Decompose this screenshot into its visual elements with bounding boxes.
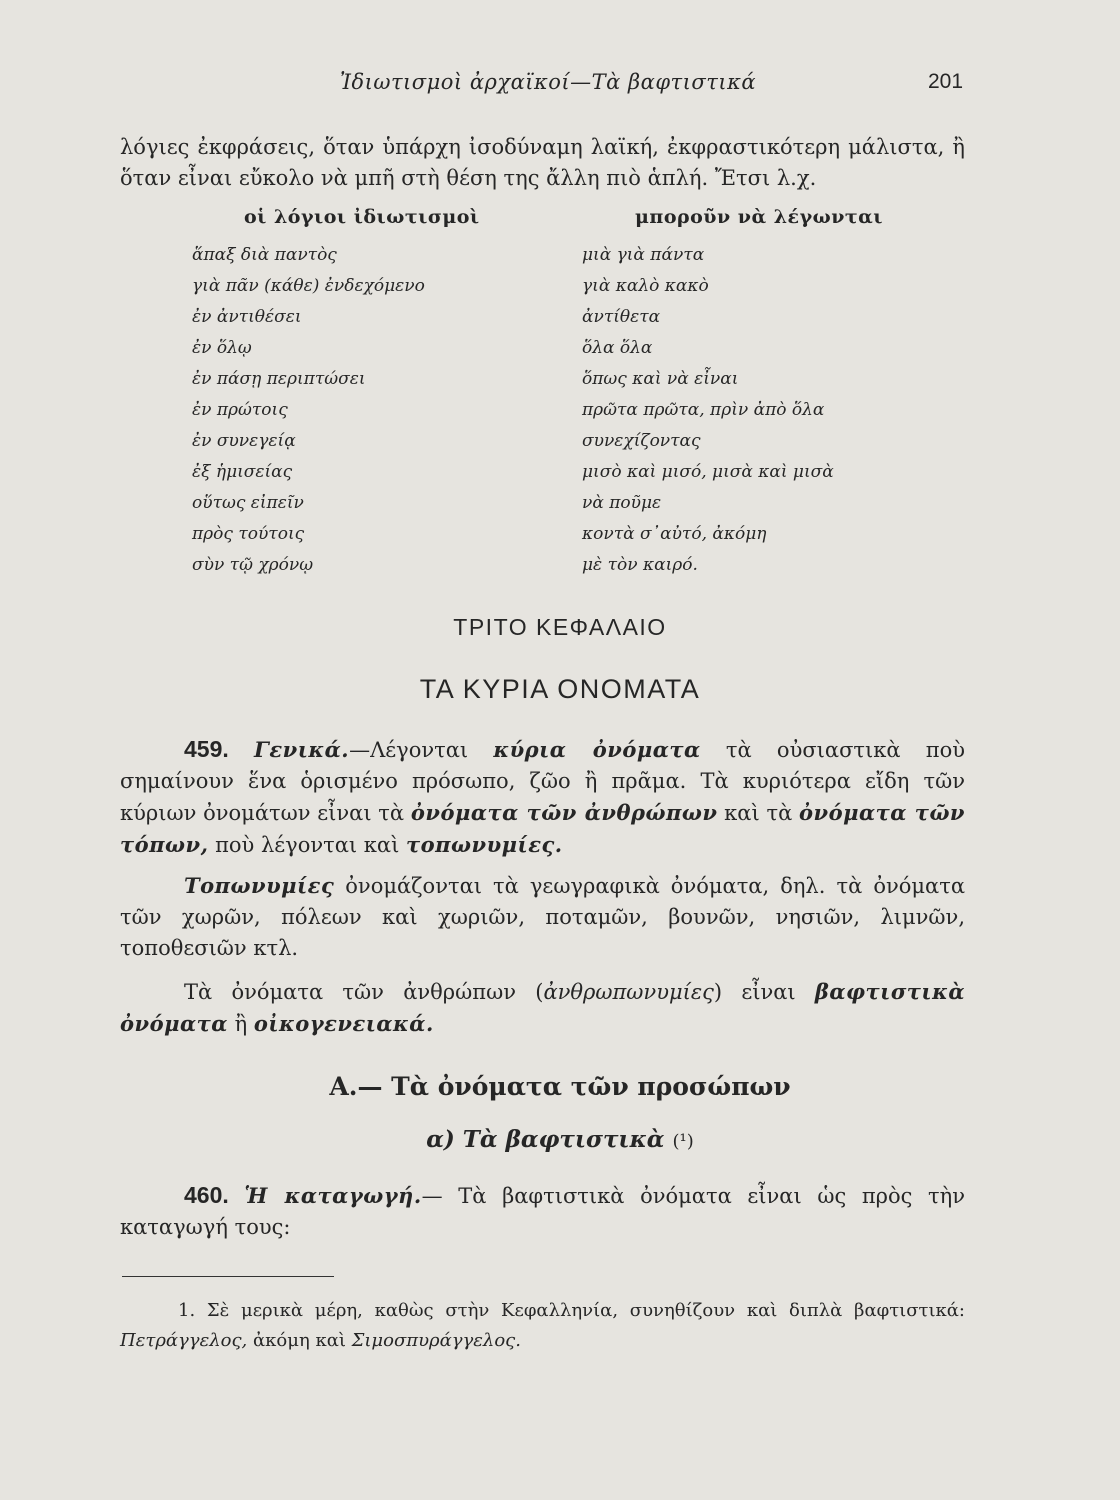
left-column-header: οἱ λόγιοι ἰδιωτισμοὶ xyxy=(244,206,480,228)
paragraph-heading: Γενικά. xyxy=(253,737,350,762)
italic-term: Σιμοσπυράγγελος. xyxy=(351,1330,521,1351)
chapter-label: ΤΡΙΤΟ ΚΕΦΑΛΑΙΟ xyxy=(453,614,667,640)
list-item: νὰ ποῦμε xyxy=(582,493,662,513)
text-run: Τὰ βαφτιστικὰ ὀνόματα εἶναι ὡς πρὸς τὴν καταγωγή τους: xyxy=(120,1184,965,1239)
list-item: ὅλα ὅλα xyxy=(582,338,653,358)
list-item: πρὸς τούτοις xyxy=(192,524,305,544)
text-run: ἢ xyxy=(227,1012,254,1036)
emphasis-term: βαφτιστικὰ ὀνόματα xyxy=(120,979,965,1036)
subsection-title xyxy=(0,1126,1120,1153)
paragraph-number: 459. xyxy=(184,736,229,762)
list-item: πρῶτα πρῶτα, πρὶν ἀπὸ ὅλα xyxy=(582,400,825,420)
toponyms-paragraph xyxy=(120,870,965,964)
list-item: οὕτως εἰπεῖν xyxy=(192,493,304,513)
text-run: ὀνομάζονται τὰ γεωγραφικὰ ὀνόματα, δηλ. τὰ ὀνόματα τῶν χωρῶν, πόλεων καὶ χωριῶν, ποταμῶν, βουνῶν, νησιῶν, λιμνῶν, τοποθεσιῶν κτλ. xyxy=(120,874,965,960)
list-item: μὲ τὸν καιρό. xyxy=(582,555,698,575)
list-item: ἀντίθετα xyxy=(582,307,661,327)
list-item: σὺν τῷ χρόνῳ xyxy=(192,555,314,575)
paragraph-number: 460. xyxy=(184,1182,229,1208)
names-paragraph xyxy=(120,976,965,1040)
list-item: ἐν πρώτοις xyxy=(192,400,288,420)
list-item: μιὰ γιὰ πάντα xyxy=(582,245,705,265)
subsection-text: α) Τὰ βαφτιστικὰ xyxy=(426,1126,665,1153)
text-run: καὶ τὰ xyxy=(717,801,800,825)
italic-term: Πετράγγελος, xyxy=(120,1330,248,1351)
emphasis-term: οἰκογενειακά. xyxy=(253,1011,434,1036)
list-item: κοντὰ σ᾽αὐτό, ἀκόμη xyxy=(582,524,767,544)
text-run: Τὰ ὀνόματα τῶν ἀνθρώπων ( xyxy=(184,980,544,1004)
emphasis-term: ὀνόματα τῶν ἀνθρώπων xyxy=(410,800,718,825)
paragraph-460 xyxy=(120,1180,965,1243)
right-column-header: μποροῦν νὰ λέγωνται xyxy=(635,206,883,228)
dash: — xyxy=(349,738,371,762)
footnote-divider xyxy=(122,1276,334,1277)
text-run: τὰ οὐσιαστικὰ ποὺ σημαίνουν ἕνα ὁρισμένο πρόσωπο, ζῶο ἢ πρᾶμα. Τὰ κυριότερα εἴδη τῶν κύριων ὀνομάτων εἶναι τὰ xyxy=(120,738,965,825)
list-item: ἅπαξ διὰ παντὸς xyxy=(192,245,337,265)
italic-term: ἀνθρωπωνυμίες xyxy=(543,980,714,1004)
running-title: Ἰδιωτισμοὶ ἀρχαϊκοί—Τὰ βαφτιστικά xyxy=(340,70,757,94)
dash: — xyxy=(421,1184,459,1208)
text-run: Λέγονται xyxy=(370,738,494,762)
list-item: συνεχίζοντας xyxy=(582,431,701,451)
emphasis-term: κύρια ὀνόματα xyxy=(493,737,701,762)
paragraph-heading: Ἡ καταγωγή. xyxy=(244,1183,422,1208)
footnote-reference: (¹) xyxy=(672,1131,694,1152)
text-run: ποὺ λέγονται καὶ xyxy=(208,833,407,857)
text-run: ἀκόμη καὶ xyxy=(247,1330,352,1351)
page-number: 201 xyxy=(928,70,964,93)
emphasis-term: ὀνόματα τῶν τόπων, xyxy=(120,800,966,857)
footnote xyxy=(120,1296,965,1356)
list-item: γιὰ πᾶν (κάθε) ἐνδεχόμενο xyxy=(192,276,425,296)
text-run: ) εἶναι xyxy=(713,980,815,1004)
list-item: ἐν συνεγείᾳ xyxy=(192,431,296,451)
emphasis-term: τοπωνυμίες. xyxy=(406,832,563,857)
list-item: ἐν ἀντιθέσει xyxy=(192,307,302,327)
chapter-title: ΤΑ ΚΥΡΙΑ ΟΝΟΜΑΤΑ xyxy=(419,674,701,704)
text-run: 1. Σὲ μερικὰ μέρη, καθὼς στὴν Κεφαλληνία, συνηθίζουν καὶ διπλὰ βαφτιστικά: xyxy=(178,1300,965,1321)
list-item: ἐν πάσῃ περιπτώσει xyxy=(192,369,366,389)
paragraph-459 xyxy=(120,734,965,861)
list-item: μισὸ καὶ μισό, μισὰ καὶ μισὰ xyxy=(582,462,834,482)
list-item: ὅπως καὶ νὰ εἶναι xyxy=(582,369,739,389)
learned-idioms-list xyxy=(192,240,425,581)
list-item: γιὰ καλὸ κακὸ xyxy=(582,276,709,296)
emphasis-term: Τοπωνυμίες xyxy=(184,873,335,898)
section-title: Α.— Τὰ ὀνόματα τῶν προσώπων xyxy=(329,1072,791,1101)
list-item: ἐν ὅλῳ xyxy=(192,338,252,358)
popular-equivalents-list xyxy=(582,240,834,581)
intro-paragraph: λόγιες ἐκφράσεις, ὅταν ὑπάρχη ἰσοδύναμη λαϊκή, ἐκφραστικότερη μάλιστα, ἢ ὅταν εἶναι εὔκολο νὰ μπῆ στὴ θέση της ἄλλη πιὸ ἁπλή. Ἔτσι λ.χ. xyxy=(120,135,965,190)
list-item: ἐξ ἡμισείας xyxy=(192,462,293,482)
